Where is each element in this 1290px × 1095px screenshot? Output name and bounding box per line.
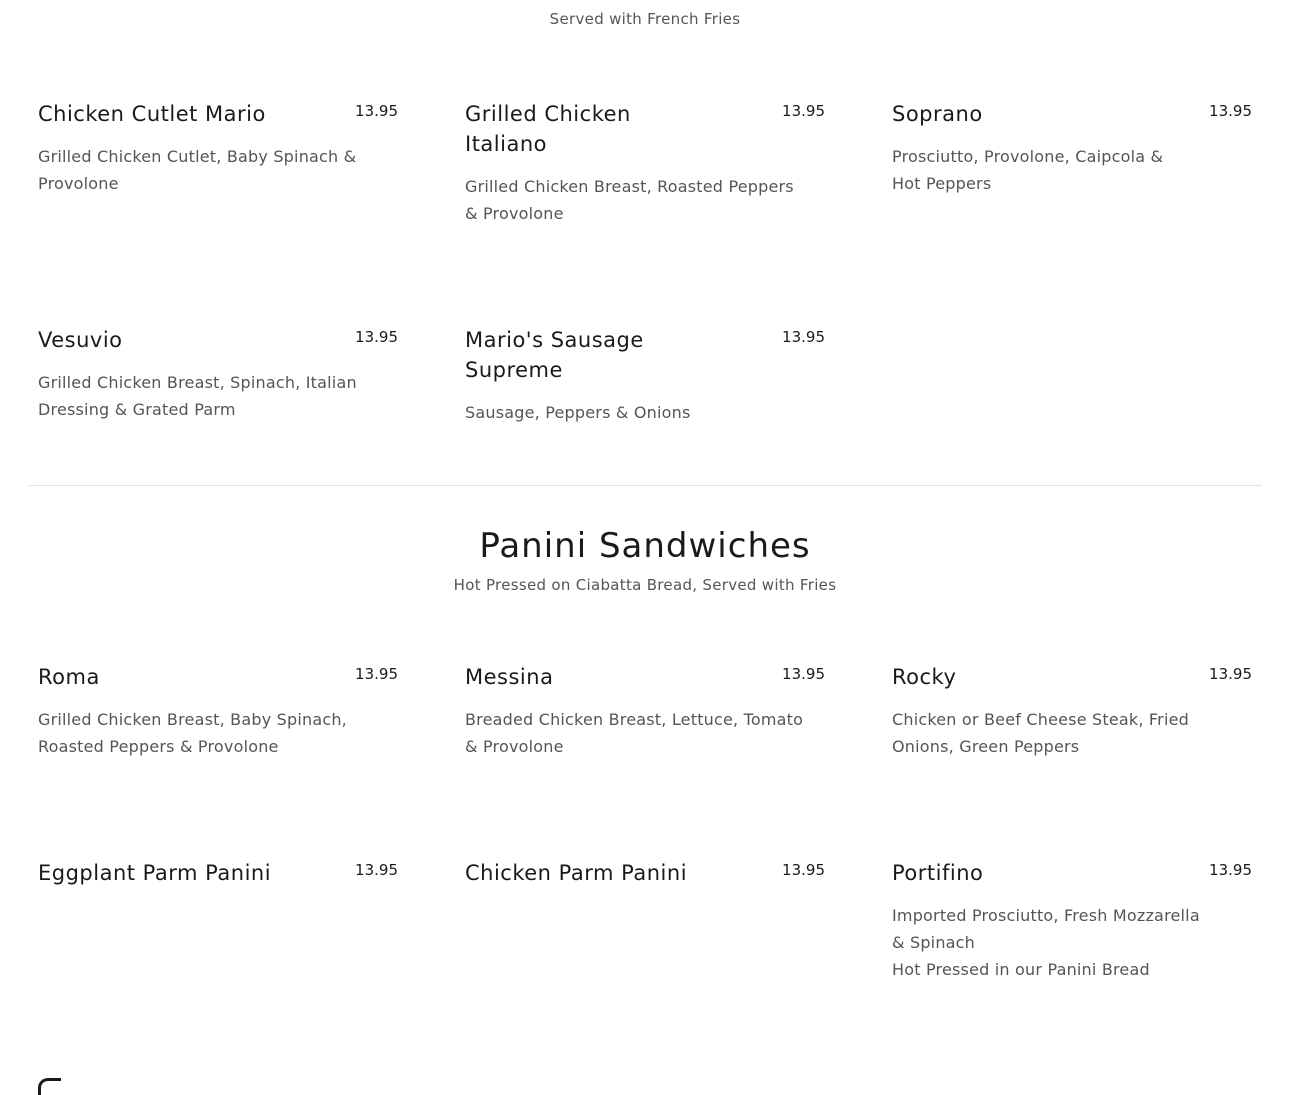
item-price: 13.95: [782, 328, 825, 346]
item-price: 13.95: [355, 665, 398, 683]
section-header-panini: [0, 526, 1290, 594]
section-header-top: [0, 10, 1290, 28]
item-description: Prosciutto, Provolone, Caipcola & Hot Peppers: [892, 147, 1164, 193]
item-description: Breaded Chicken Breast, Lettuce, Tomato & Provolone: [465, 710, 804, 756]
item-name: Chicken Parm Panini: [465, 861, 688, 885]
item-description: Grilled Chicken Breast, Baby Spinach, Roasted Peppers & Provolone: [38, 710, 347, 756]
item-price: 13.95: [782, 861, 825, 879]
item-name: Mario's Sausage Supreme: [465, 328, 644, 382]
item-price: 13.95: [1209, 102, 1252, 120]
section-divider: [29, 485, 1262, 486]
item-description: Imported Prosciutto, Fresh Mozzarella & Spinach Hot Pressed in our Panini Bread: [892, 906, 1200, 979]
item-name: Eggplant Parm Panini: [38, 861, 272, 885]
item-description: Sausage, Peppers & Onions: [465, 403, 691, 422]
item-price: 13.95: [1209, 861, 1252, 879]
item-name: Messina: [465, 665, 554, 689]
next-section-heading-cutoff: [38, 1078, 61, 1095]
item-name: Roma: [38, 665, 100, 689]
section-subtitle: Hot Pressed on Ciabatta Bread, Served with Fries: [453, 576, 837, 594]
item-name: Portifino: [892, 861, 984, 885]
item-name: Soprano: [892, 102, 983, 126]
item-name: Vesuvio: [38, 328, 123, 352]
item-name: Grilled Chicken Italiano: [465, 102, 631, 156]
item-price: 13.95: [782, 665, 825, 683]
item-name: Chicken Cutlet Mario: [38, 102, 266, 126]
section-subtitle: Served with French Fries: [549, 10, 741, 28]
item-price: 13.95: [355, 861, 398, 879]
item-price: 13.95: [355, 328, 398, 346]
item-price: 13.95: [782, 102, 825, 120]
item-description: Grilled Chicken Cutlet, Baby Spinach & Provolone: [38, 147, 357, 193]
item-description: Grilled Chicken Breast, Roasted Peppers & Provolone: [465, 177, 794, 223]
item-description: Chicken or Beef Cheese Steak, Fried Onions, Green Peppers: [892, 710, 1189, 756]
item-price: 13.95: [355, 102, 398, 120]
item-price: 13.95: [1209, 665, 1252, 683]
item-name: Rocky: [892, 665, 957, 689]
item-description: Grilled Chicken Breast, Spinach, Italian Dressing & Grated Parm: [38, 373, 357, 419]
section-title: Panini Sandwiches: [479, 526, 811, 566]
